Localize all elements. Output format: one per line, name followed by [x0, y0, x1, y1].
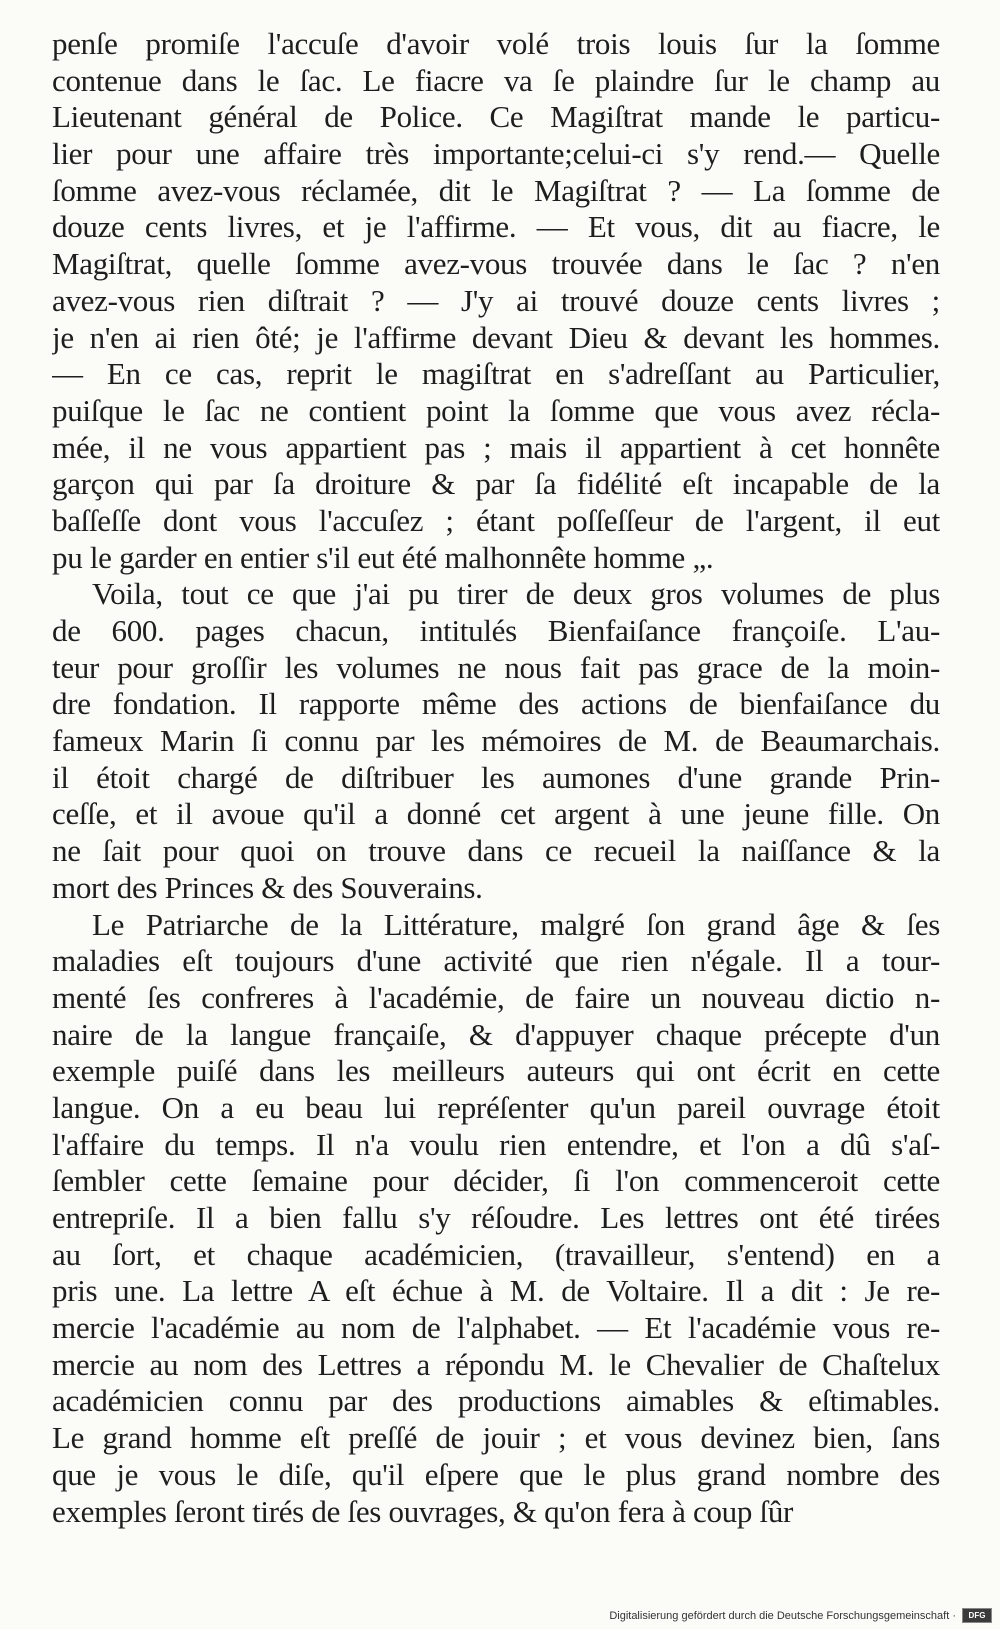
text-line: contenue dans le ſac. Le fiacre va ſe plaindre ſur le champ au: [52, 62, 940, 98]
funding-note: Digitalisierung gefördert durch die Deutsche Forschungsgemeinschaft ·: [609, 1609, 956, 1622]
text-line: académicien connu par des productions aimables & eſtimables.: [52, 1383, 940, 1419]
text-line: exemple puiſé dans les meilleurs auteurs qui ont écrit en cette: [52, 1053, 940, 1089]
text-line: dre fondation. Il rapporte même des actions de bienfaiſance du: [52, 686, 940, 722]
text-line: douze cents livres, et je l'affirme. — Et vous, dit au fiacre, le: [52, 209, 940, 245]
dfg-logo: DFG: [962, 1608, 992, 1623]
body-text: [52, 26, 940, 1530]
text-line: langue. On a eu beau lui repréſenter qu'un pareil ouvrage étoit: [52, 1089, 940, 1125]
text-line: au ſort, et chaque académicien, (travailleur, s'entend) en a: [52, 1236, 940, 1272]
text-line: exemples ſeront tirés de ſes ouvrages, & qu'on fera à coup ſûr: [52, 1493, 794, 1529]
text-line: avez-vous rien diſtrait ? — J'y ai trouvé douze cents livres ;: [52, 282, 940, 318]
text-line: je n'en ai rien ôté; je l'affirme devant Dieu & devant les hommes.: [52, 319, 940, 355]
text-line: maladies eſt toujours d'une activité que rien n'égale. Il a tour-: [52, 943, 940, 979]
text-line: mée, il ne vous appartient pas ; mais il appartient à cet honnête: [52, 429, 940, 465]
text-line: l'affaire du temps. Il n'a voulu rien entendre, et l'on a dû s'aſ-: [52, 1126, 940, 1162]
text-line: naire de la langue françaiſe, & d'appuyer chaque précepte d'un: [52, 1016, 940, 1052]
text-line: entrepriſe. Il a bien fallu s'y réſoudre. Les lettres ont été tirées: [52, 1200, 940, 1235]
text-line: mercie l'académie au nom de l'alphabet. — Et l'académie vous re-: [52, 1310, 940, 1346]
text-line: ſembler cette ſemaine pour décider, ſi l'on commenceroit cette: [52, 1163, 940, 1199]
text-line: que je vous le diſe, qu'il eſpere que le plus grand nombre des: [52, 1456, 940, 1492]
text-line: lier pour une affaire très importante;celui-ci s'y rend.— Quelle: [52, 136, 940, 172]
text-line: garçon qui par ſa droiture & par ſa fidélité eſt incapable de la: [52, 466, 940, 502]
text-line: baſſeſſe dont vous l'accuſez ; étant poſſeſſeur de l'argent, il eut: [52, 502, 940, 538]
text-line: Magiſtrat, quelle ſomme avez-vous trouvée dans le ſac ? n'en: [52, 246, 940, 282]
text-line: Voila, tout ce que j'ai pu tirer de deux gros volumes de plus: [92, 576, 940, 612]
text-line: menté ſes confreres à l'académie, de faire un nouveau dictio n-: [52, 979, 940, 1015]
text-line: pris une. La lettre A eſt échue à M. de Voltaire. Il a dit : Je re-: [52, 1273, 940, 1309]
text-line: Le grand homme eſt preſſé de jouir ; et vous devinez bien, ſans: [52, 1420, 940, 1456]
text-line: fameux Marin ſi connu par les mémoires de M. de Beaumarchais.: [52, 723, 940, 759]
text-line: — En ce cas, reprit le magiſtrat en s'adreſſant au Particulier,: [52, 356, 940, 392]
text-line: pu le garder en entier s'il eut été malhonnête homme „.: [52, 539, 714, 575]
text-line: ceſſe, et il avoue qu'il a donné cet argent à une jeune fille. On: [52, 796, 940, 832]
text-line: mercie au nom des Lettres a répondu M. le Chevalier de Chaſtelux: [52, 1346, 940, 1382]
text-line: puiſque le ſac ne contient point la ſomme que vous avez récla-: [52, 392, 940, 428]
text-line: ſomme avez-vous réclamée, dit le Magiſtrat ? — La ſomme de: [52, 172, 940, 208]
text-line: de 600. pages chacun, intitulés Bienfaiſance françoiſe. L'au-: [52, 613, 940, 648]
text-line: il étoit chargé de diſtribuer les aumones d'une grande Prin-: [52, 759, 940, 795]
footer: [609, 1608, 992, 1623]
text-line: Lieutenant général de Police. Ce Magiſtrat mande le particu-: [52, 99, 940, 135]
text-line: teur pour groſſir les volumes ne nous fait pas grace de la moin-: [52, 649, 940, 685]
text-line: Le Patriarche de la Littérature, malgré ſon grand âge & ſes: [92, 906, 940, 942]
text-line: penſe promiſe l'accuſe d'avoir volé trois louis ſur la ſomme: [52, 26, 940, 61]
text-line: mort des Princes & des Souverains.: [52, 869, 483, 905]
text-line: ne ſait pour quoi on trouve dans ce recueil la naiſſance & la: [52, 833, 940, 869]
